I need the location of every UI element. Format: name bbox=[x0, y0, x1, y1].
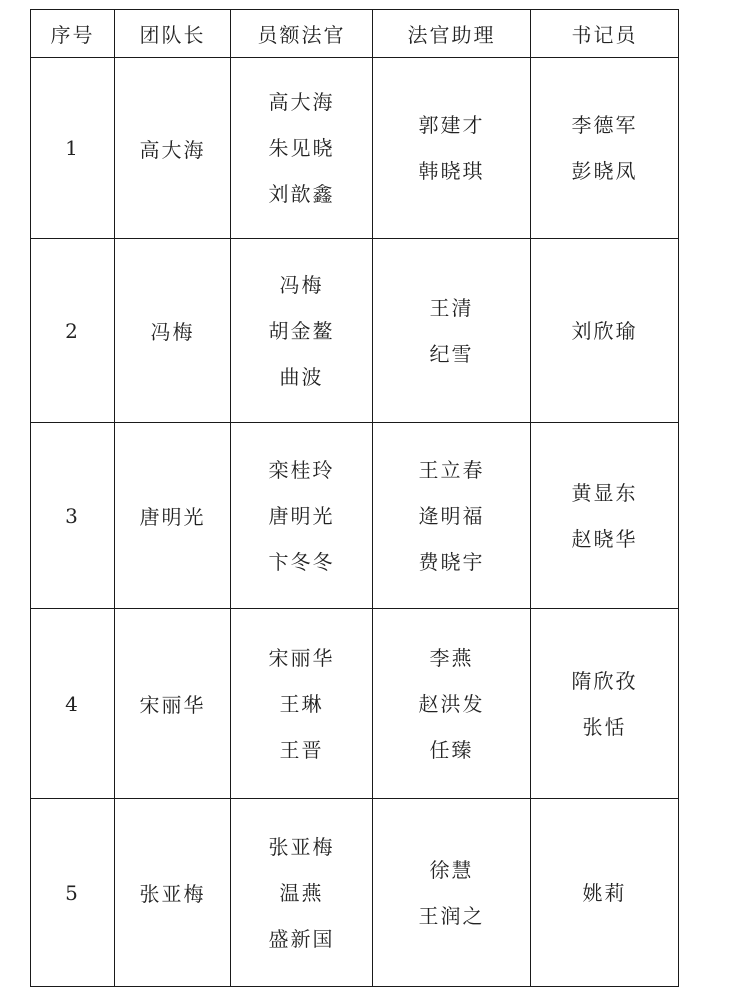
judge-name: 盛新国 bbox=[268, 926, 335, 951]
clerk-name: 彭晓凤 bbox=[571, 159, 638, 183]
table-row bbox=[31, 609, 679, 799]
judge-name: 胡金鳌 bbox=[268, 318, 335, 343]
judges-cell bbox=[231, 423, 373, 609]
assistant-name: 韩晓琪 bbox=[418, 159, 485, 183]
table-row bbox=[31, 239, 679, 423]
judges-cell bbox=[231, 799, 373, 987]
judges-cell bbox=[231, 609, 373, 799]
row-number: 3 bbox=[31, 423, 115, 609]
judges-cell bbox=[231, 239, 373, 423]
judge-name: 王琳 bbox=[279, 691, 324, 716]
judge-name: 曲波 bbox=[279, 364, 324, 389]
clerk-name: 刘欣瑜 bbox=[571, 318, 638, 343]
judge-name: 卞冬冬 bbox=[268, 549, 335, 574]
assistants-cell bbox=[373, 799, 531, 987]
table-row bbox=[31, 423, 679, 609]
assistants-cell bbox=[373, 58, 531, 239]
team-leader: 张亚梅 bbox=[115, 799, 231, 987]
team-leader: 宋丽华 bbox=[115, 609, 231, 799]
judge-name: 刘歆鑫 bbox=[268, 182, 335, 206]
clerk-name: 张恬 bbox=[582, 714, 627, 739]
row-number: 1 bbox=[31, 58, 115, 239]
assistant-name: 赵洪发 bbox=[418, 691, 485, 716]
table-row bbox=[31, 58, 679, 239]
judge-name: 宋丽华 bbox=[268, 645, 335, 670]
header-row bbox=[31, 10, 679, 58]
header-no: 序号 bbox=[31, 10, 115, 58]
judge-name: 栾桂玲 bbox=[268, 457, 335, 482]
clerks-cell bbox=[531, 609, 679, 799]
assistant-name: 任臻 bbox=[429, 737, 474, 762]
row-number: 2 bbox=[31, 239, 115, 423]
judges-cell bbox=[231, 58, 373, 239]
judge-name: 王晋 bbox=[279, 737, 324, 762]
team-leader: 高大海 bbox=[115, 58, 231, 239]
judge-name: 高大海 bbox=[268, 90, 335, 114]
judge-name: 冯梅 bbox=[279, 272, 324, 297]
clerk-name: 隋欣孜 bbox=[571, 668, 638, 693]
assistant-name: 王清 bbox=[429, 295, 474, 320]
assistant-name: 郭建才 bbox=[418, 113, 485, 137]
team-leader: 冯梅 bbox=[115, 239, 231, 423]
clerks-cell bbox=[531, 423, 679, 609]
clerks-cell bbox=[531, 799, 679, 987]
assistants-cell bbox=[373, 239, 531, 423]
assistant-name: 费晓宇 bbox=[418, 549, 485, 574]
header-leader: 团队长 bbox=[115, 10, 231, 58]
clerks-cell bbox=[531, 58, 679, 239]
clerk-name: 姚莉 bbox=[582, 880, 627, 905]
row-number: 5 bbox=[31, 799, 115, 987]
assistant-name: 李燕 bbox=[429, 645, 474, 670]
header-clerks: 书记员 bbox=[531, 10, 679, 58]
judge-name: 温燕 bbox=[279, 880, 324, 905]
assistant-name: 逄明福 bbox=[418, 503, 485, 528]
judge-name: 朱见晓 bbox=[268, 136, 335, 160]
team-roster-table bbox=[30, 9, 679, 987]
assistants-cell bbox=[373, 609, 531, 799]
header-judges: 员额法官 bbox=[231, 10, 373, 58]
assistant-name: 纪雪 bbox=[429, 341, 474, 366]
assistant-name: 王立春 bbox=[418, 457, 485, 482]
assistants-cell bbox=[373, 423, 531, 609]
clerks-cell bbox=[531, 239, 679, 423]
clerk-name: 黄显东 bbox=[571, 480, 638, 505]
judge-name: 唐明光 bbox=[268, 503, 335, 528]
header-assistants: 法官助理 bbox=[373, 10, 531, 58]
clerk-name: 李德军 bbox=[571, 113, 638, 137]
assistant-name: 王润之 bbox=[418, 903, 485, 928]
table-row bbox=[31, 799, 679, 987]
assistant-name: 徐慧 bbox=[429, 857, 474, 882]
team-leader: 唐明光 bbox=[115, 423, 231, 609]
row-number: 4 bbox=[31, 609, 115, 799]
clerk-name: 赵晓华 bbox=[571, 526, 638, 551]
judge-name: 张亚梅 bbox=[268, 834, 335, 859]
